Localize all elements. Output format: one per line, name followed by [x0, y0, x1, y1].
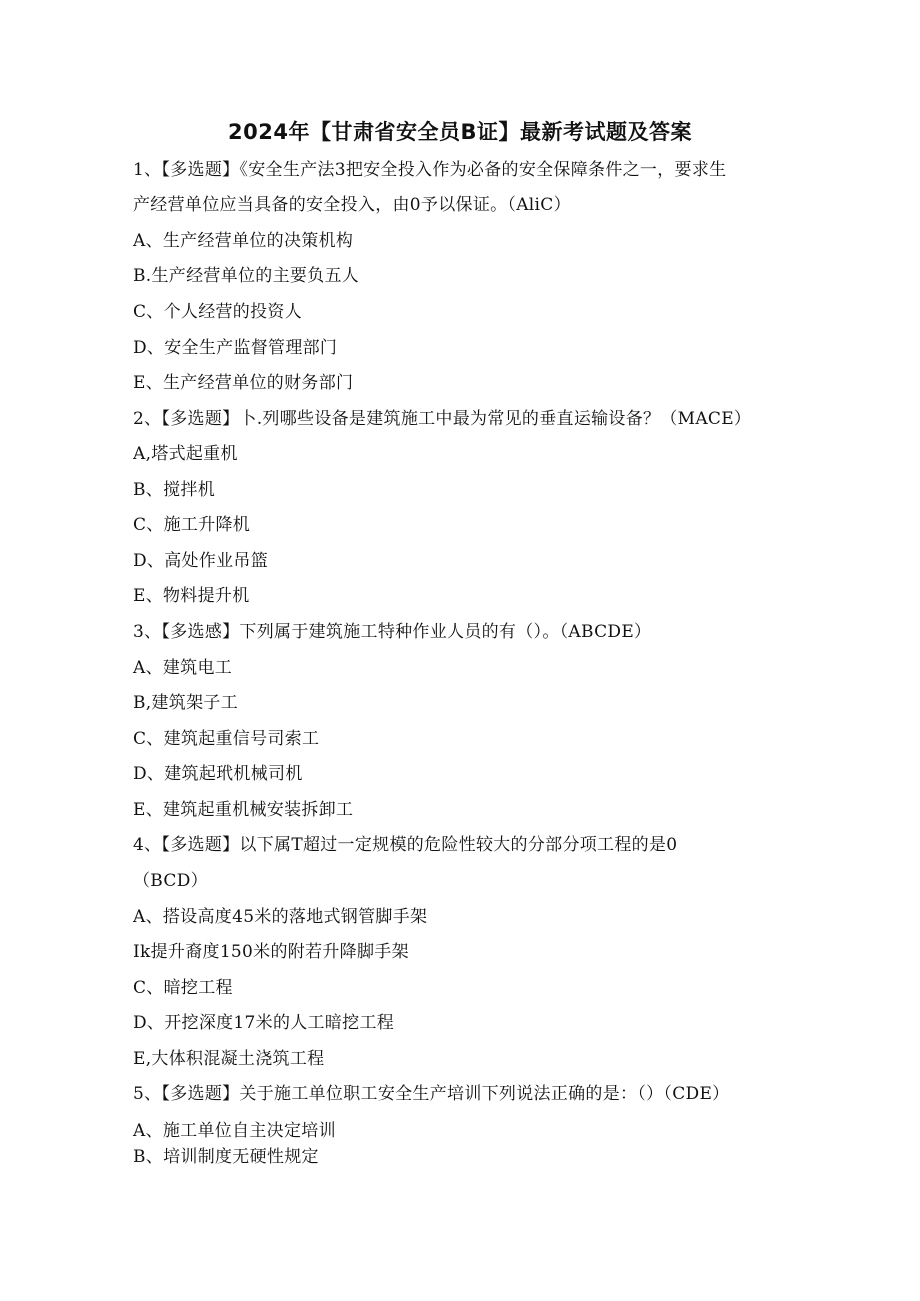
- question-3-option-e: E、建筑起重机械安装拆卸工: [133, 800, 354, 820]
- question-4-stem-line-1: 4、【多选题】以下属T超过一定规模的危险性较大的分部分项工程的是0: [133, 835, 678, 855]
- question-2-option-c: C、施工升降机: [133, 515, 251, 535]
- question-4-option-c: C、暗挖工程: [133, 978, 233, 998]
- question-5-option-b: B、培训制度无硬性规定: [133, 1147, 319, 1167]
- page-title: 2024年【甘肃省安全员B证】最新考试题及答案: [228, 120, 692, 144]
- question-4-option-d: D、开挖深度17米的人工暗挖工程: [133, 1013, 395, 1033]
- question-1-stem-line-2: 产经营单位应当具备的安全投入，由0予以保证。（AliC）: [133, 195, 571, 215]
- question-4-option-b: Ik提升裔度150米的附若升降脚手架: [133, 942, 409, 962]
- question-2-option-b: B、搅拌机: [133, 480, 215, 500]
- question-4-option-e: E,大体积混凝土浇筑工程: [133, 1049, 325, 1069]
- question-3-option-c: C、建筑起重信号司索工: [133, 729, 320, 749]
- question-5-option-a: A、施工单位自主决定培训: [133, 1121, 336, 1141]
- question-2-option-d: D、高处作业吊篮: [133, 551, 269, 571]
- question-1-option-a: A、生产经营单位的决策机构: [133, 231, 354, 251]
- question-4-stem-line-2: （BCD）: [133, 871, 208, 891]
- question-3-option-b: B,建筑架子工: [133, 693, 238, 713]
- question-3-option-d: D、建筑起玳机械司机: [133, 764, 303, 784]
- question-1-option-c: C、个人经营的投资人: [133, 302, 303, 322]
- question-2-option-e: E、物料提升机: [133, 586, 250, 606]
- question-5-stem-line-1: 5、【多选题】关于施工单位职工安全生产培训下列说法正确的是：（）（CDE）: [133, 1084, 730, 1104]
- question-1-option-e: E、生产经营单位的财务部门: [133, 373, 354, 393]
- question-2-option-a: A,塔式起重机: [133, 444, 238, 464]
- question-1-option-b: B.生产经营单位的主要负五人: [133, 266, 360, 286]
- question-3-stem-line-1: 3、【多选感】下列属于建筑施工特种作业人员的有（）。（ABCDE）: [133, 622, 652, 642]
- question-1-option-d: D、安全生产监督管理部门: [133, 338, 338, 358]
- question-1-stem-line-1: 1、【多选题】《安全生产法3把安全投入作为必备的安全保障条件之一，要求生: [133, 160, 727, 180]
- question-3-option-a: A、建筑电工: [133, 658, 233, 678]
- question-4-option-a: A、搭设高度45米的落地式钢管脚手架: [133, 907, 428, 927]
- question-2-stem-line-1: 2、【多选题】卜.列哪些设备是建筑施工中最为常见的垂直运输设备？（MACE）: [133, 409, 752, 429]
